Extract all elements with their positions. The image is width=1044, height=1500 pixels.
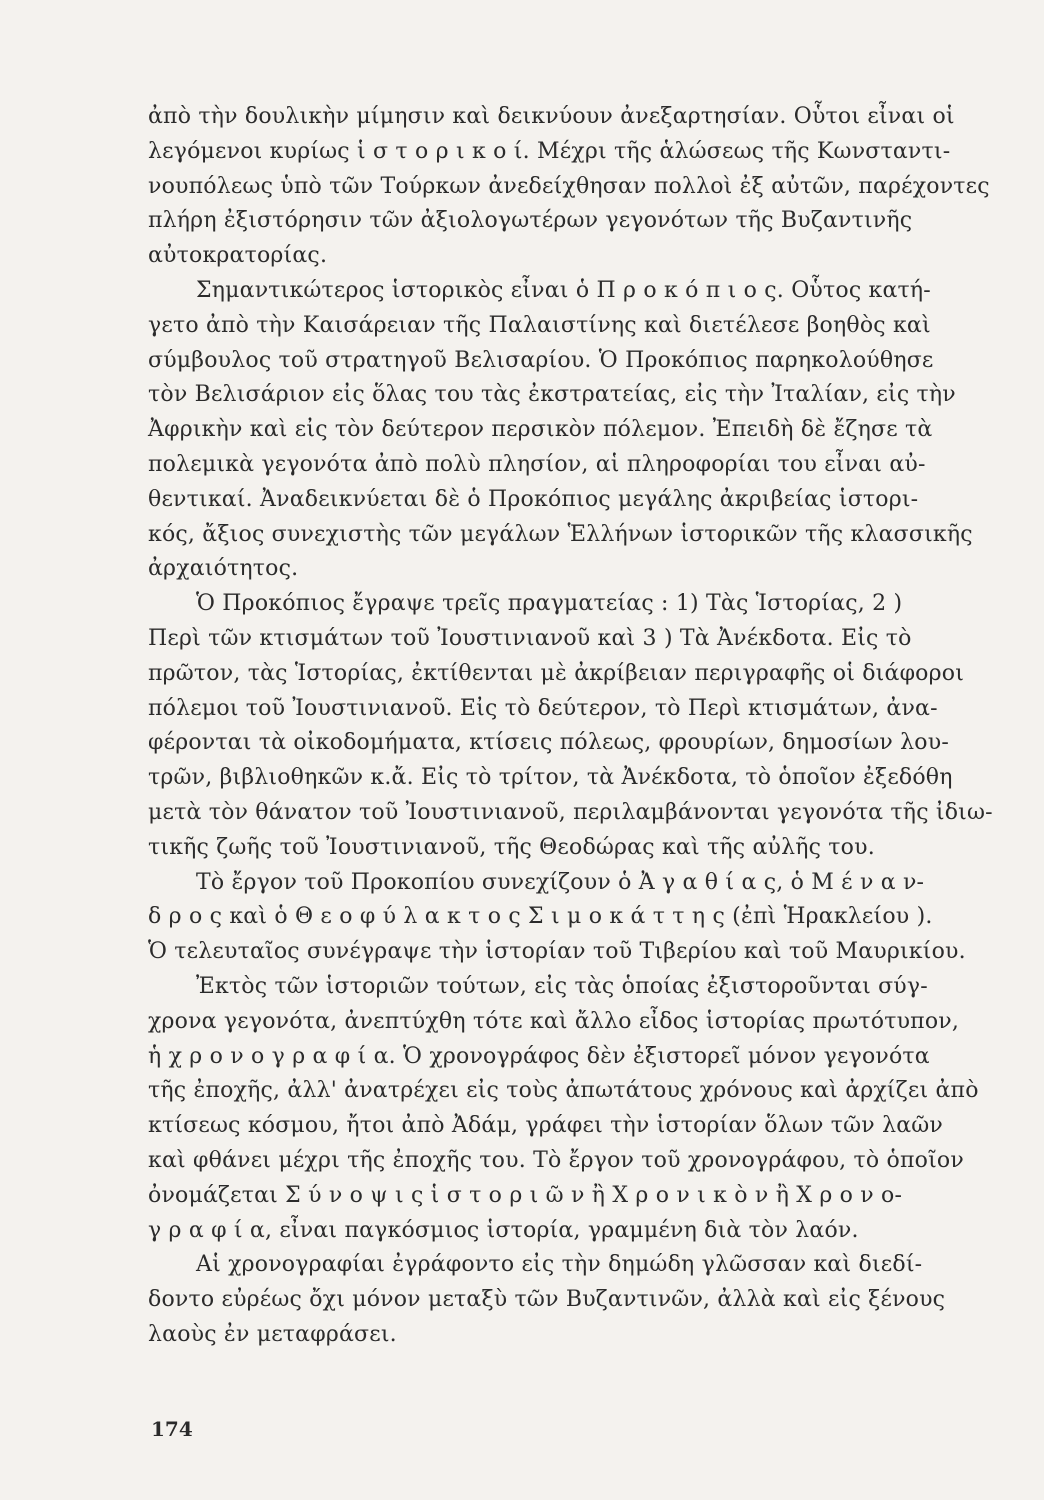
- text-line: λεγόμενοι κυρίως ἱ σ τ ο ρ ι κ ο ί. Μέχρι τῆς ἁλώσεως τῆς Κωνσταντι-: [148, 138, 951, 164]
- text-line: λαοὺς ἐν μεταφράσει.: [148, 1321, 397, 1347]
- body-text: [148, 100, 993, 1353]
- text-line: πρῶτον, τὰς Ἱστορίας, ἐκτίθενται μὲ ἀκρίβειαν περιγραφῆς οἱ διάφοροι: [148, 660, 965, 686]
- text-line: νουπόλεως ὑπὸ τῶν Τούρκων ἀνεδείχθησαν πολλοὶ ἐξ αὐτῶν, παρέχοντες: [148, 173, 990, 199]
- text-line: φέρονται τὰ οἰκοδομήματα, κτίσεις πόλεως, φρουρίων, δημοσίων λου-: [148, 730, 949, 756]
- text-line: γ ρ α φ ί α, εἶναι παγκόσμιος ἱστορία, γραμμένη διὰ τὸν λαόν.: [148, 1217, 859, 1243]
- text-line: πολεμικὰ γεγονότα ἀπὸ πολὺ πλησίον, αἱ πληροφορίαι του εἶναι αὐ-: [148, 451, 926, 477]
- page-number: 174: [151, 1417, 193, 1441]
- text-line: ἡ χ ρ ο ν ο γ ρ α φ ί α. Ὁ χρονογράφος δὲν ἐξιστορεῖ μόνον γεγονότα: [148, 1043, 930, 1069]
- text-line: Ὁ Προκόπιος ἔγραψε τρεῖς πραγματείας : 1) Τὰς Ἱστορίας, 2 ): [196, 591, 903, 617]
- text-line: τὸν Βελισάριον εἰς ὅλας του τὰς ἐκστρατείας, εἰς τὴν Ἰταλίαν, εἰς τὴν: [148, 382, 956, 408]
- text-line: πόλεμοι τοῦ Ἰουστινιανοῦ. Εἰς τὸ δεύτερον, τὸ Περὶ κτισμάτων, ἀνα-: [148, 695, 938, 721]
- text-line: σύμβουλος τοῦ στρατηγοῦ Βελισαρίου. Ὁ Προκόπιος παρηκολούθησε: [148, 347, 934, 373]
- text-line: καὶ φθάνει μέχρι τῆς ἐποχῆς του. Τὸ ἔργον τοῦ χρονογράφου, τὸ ὁποῖον: [148, 1147, 964, 1173]
- text-line: τῆς ἐποχῆς, ἀλλ' ἀνατρέχει εἰς τοὺς ἀπωτάτους χρόνους καὶ ἀρχίζει ἀπὸ: [148, 1078, 979, 1104]
- text-line: δ ρ ο ς καὶ ὁ Θ ε ο φ ύ λ α κ τ ο ς Σ ι μ ο κ ά τ τ η ς (ἐπὶ Ἡρακλείου ).: [148, 904, 933, 930]
- text-line: ὀνομάζεται Σ ύ ν ο ψ ι ς ἱ σ τ ο ρ ι ῶ ν ἢ Χ ρ ο ν ι κ ὸ ν ἢ Χ ρ ο ν ο-: [148, 1182, 903, 1208]
- text-line: μετὰ τὸν θάνατον τοῦ Ἰουστινιανοῦ, περιλαμβάνονται γεγονότα τῆς ἰδιω-: [148, 799, 993, 825]
- text-line: τρῶν, βιβλιοθηκῶν κ.ἄ. Εἰς τὸ τρίτον, τὰ Ἀνέκδοτα, τὸ ὁποῖον ἐξεδόθη: [148, 765, 953, 791]
- text-line: γετο ἀπὸ τὴν Καισάρειαν τῆς Παλαιστίνης καὶ διετέλεσε βοηθὸς καὶ: [148, 312, 931, 338]
- text-line: χρονα γεγονότα, ἀνεπτύχθη τότε καὶ ἄλλο εἶδος ἱστορίας πρωτότυπον,: [148, 1008, 960, 1034]
- text-line: ἀπὸ τὴν δουλικὴν μίμησιν καὶ δεικνύουν ἀνεξαρτησίαν. Οὗτοι εἶναι οἱ: [148, 104, 955, 129]
- text-line: ἀρχαιότητος.: [148, 556, 299, 582]
- text-line: θεντικαί. Ἀναδεικνύεται δὲ ὁ Προκόπιος μεγάλης ἀκριβείας ἱστορι-: [148, 486, 919, 512]
- text-line: πλήρη ἐξιστόρησιν τῶν ἀξιολογωτέρων γεγονότων τῆς Βυζαντινῆς: [148, 208, 913, 234]
- text-line: κτίσεως κόσμου, ἤτοι ἀπὸ Ἀδάμ, γράφει τὴν ἱστορίαν ὅλων τῶν λαῶν: [148, 1113, 943, 1139]
- text-line: αὐτοκρατορίας.: [148, 243, 328, 269]
- text-line: δοντο εὐρέως ὄχι μόνον μεταξὺ τῶν Βυζαντινῶν, ἀλλὰ καὶ εἰς ξένους: [148, 1287, 946, 1313]
- text-line: Ἐκτὸς τῶν ἱστοριῶν τούτων, εἰς τὰς ὁποίας ἐξιστοροῦνται σύγ-: [196, 973, 928, 999]
- text-line: Ὁ τελευταῖος συνέγραψε τὴν ἱστορίαν τοῦ Τιβερίου καὶ τοῦ Μαυρικίου.: [148, 939, 966, 965]
- text-line: Σημαντικώτερος ἱστορικὸς εἶναι ὁ Π ρ ο κ ό π ι ο ς. Οὗτος κατή-: [196, 277, 931, 303]
- text-line: Ἀφρικὴν καὶ εἰς τὸν δεύτερον περσικὸν πόλεμον. Ἐπειδὴ δὲ ἔζησε τὰ: [148, 417, 933, 443]
- text-line: Περὶ τῶν κτισμάτων τοῦ Ἰουστινιανοῦ καὶ 3 ) Τὰ Ἀνέκδοτα. Εἰς τὸ: [148, 625, 912, 651]
- text-line: Τὸ ἔργον τοῦ Προκοπίου συνεχίζουν ὁ Ἀ γ α θ ί α ς, ὁ Μ έ ν α ν-: [196, 869, 925, 895]
- text-line: Αἱ χρονογραφίαι ἐγράφοντο εἰς τὴν δημώδη γλῶσσαν καὶ διεδί-: [196, 1252, 923, 1278]
- text-line: τικῆς ζωῆς τοῦ Ἰουστινιανοῦ, τῆς Θεοδώρας καὶ τῆς αὐλῆς του.: [148, 834, 875, 860]
- text-line: κός, ἄξιος συνεχιστὴς τῶν μεγάλων Ἑλλήνων ἱστορικῶν τῆς κλασσικῆς: [148, 521, 973, 547]
